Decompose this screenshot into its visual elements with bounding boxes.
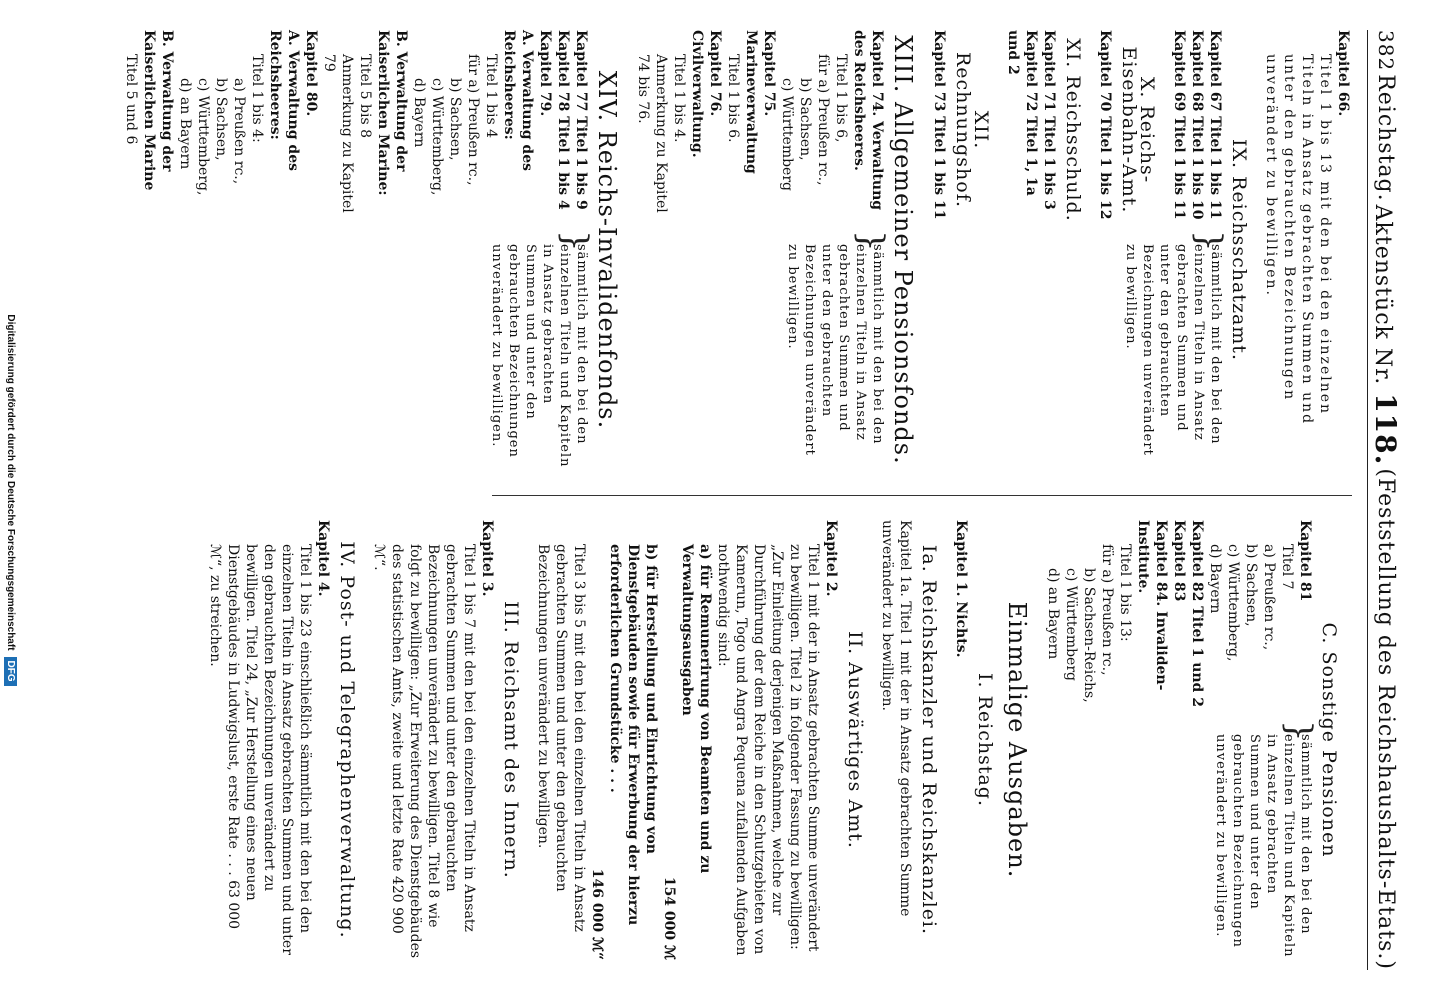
brace-group-3 [122,30,595,470]
page-number: 382 [1374,30,1398,72]
brace-group-1-items [930,30,1224,230]
header-middle-prefix: Aktenstück Nr. [1370,204,1396,386]
list-item: Titel 1 bis 4. [671,54,687,143]
header-right: (Feststellung des Reichshaushalts-Etats.) [1373,468,1399,970]
kapitel-81: Kapitel 81 [1297,520,1313,602]
list-item: Kapitel 69 Titel 1 bis 11 [1171,30,1187,220]
kapitel-4: Kapitel 4. [315,520,331,597]
list-item: Anmerkung zu Kapitel 79 [321,54,355,213]
kapitel-80: Kapitel 80. [303,30,319,117]
brace-group-1 [930,30,1229,470]
brace-text-4: sämmtlich mit den bei den einzelnen Titeln und Kapiteln in Ansatz gebrachten Summen und unter den gebrauchten Bezeichnungen unverändert zu bewilligen. [1213,734,1313,958]
list-item: Titel 7 [1279,544,1295,590]
left-column [120,30,1352,470]
list-item: b) Sachsen, [1243,544,1259,627]
list-item: A. Verwaltung des Reichsheeres: [501,30,535,171]
list-item: B. Verwaltung der Kaiserlichen Marine [141,30,175,191]
brace-group-3-items [122,30,590,230]
kapitel-84: Kapitel 84. Invaliden-Institute. [1135,520,1169,691]
brace-group-4-items [1044,520,1314,720]
list-item: a) Preußen rc., [1261,544,1277,651]
kapitel-74: Kapitel 74. Verwaltung des Reichsheeres. [851,30,885,211]
kapitel-66-title: Kapitel 66. [1335,30,1351,117]
list-item: b) Sachsen, [797,78,813,161]
kapitel-2-item-a-amount: 154 000 ℳ [661,876,677,960]
brace-group-4 [1044,520,1319,960]
brace-symbol: } [851,230,891,252]
column-divider [492,495,1352,496]
header-middle-number: 118. [1369,393,1403,466]
list-item: Titel 1 bis 4: [249,54,265,143]
dfg-logo: DFG [5,657,18,686]
brace-text-3: sämmtlich mit den bei den einzelnen Titeln und Kapiteln in Ansatz gebrachten Summen und unter den gebrauchten Bezeichnungen unverändert zu bewilligen. [489,244,589,468]
digitization-credit [0,0,22,1000]
kapitel-2-rest: Titel 3 bis 5 mit den bei den einzelnen Titeln in Ansatz gebrachten Summen und unter den gebrauchten Bezeichnungen unverändert zu bewilligen. [535,544,587,932]
list-item: b) Sachsen, [447,78,463,161]
section-c-heading: C. Sonstige Pensionen [1318,622,1340,858]
list-item: b) Sachsen, [213,78,229,161]
kapitel-83: Kapitel 83 [1171,520,1187,602]
list-item: Titel 1 bis 4 [483,54,499,138]
section-i-heading: I. Reichstag. [974,672,996,807]
einmalige-ausgaben-heading: Einmalige Ausgaben. [1003,601,1031,879]
brace-text-2: sämmtlich mit den bei den einzelnen Titeln in Ansatz gebrachten Summen und unter den gebrauchten Bezeichnungen unverändert zu bewilligen. [785,244,885,456]
list-item: Kapitel 73 Titel 1 bis 11 [931,30,947,220]
list-item: d) Bayern [1207,544,1223,614]
section-ii-heading: II. Auswärtiges Amt. [844,631,866,849]
brace-text-1: sämmtlich mit den bei den einzelnen Titeln in Ansatz gebrachten Summen und unter den gebrauchten Bezeichnungen unverändert zu bewilligen. [1123,244,1223,456]
section-xii-heading: XII. Rechnungshof. [952,51,992,209]
list-item: c) Württemberg, [195,78,211,196]
list-item: Kapitel 67 Titel 1 bis 11 [1207,30,1223,220]
list-item: Titel 5 und 6 [123,54,139,145]
list-item: d) an Bayern [177,78,193,170]
kapitel-82: Kapitel 82 Titel 1 und 2 [1189,520,1205,707]
list-item: Kapitel 71 Titel 1 bis 3 [1041,30,1057,210]
brace-symbol: } [1189,230,1229,252]
section-x-heading: X. Reichs-Eisenbahn-Amt. [1118,46,1158,214]
kapitel-3: Kapitel 3. [479,520,495,597]
kapitel-4-text: Titel 1 bis 23 einschließlich sämmtlich mit den bei den einzelnen Titeln in Ansatz gebrachten Summen und unter den gebrauchten Bezeichnungen unverändert zu bewilligen. Titel 24, „Zur Herstellung eines neuen Dienstgebäudes in Ludwigslust, erste Rate . . . 63 000 ℳ“, zu streichen. [207,544,313,955]
list-item: c) Württemberg, [429,78,445,196]
kapitel-1a: Kapitel 1a. Titel 1 mit der in Ansatz gebrachten Summe unverändert zu bewilligen. [879,520,913,917]
kapitel-1: Kapitel 1. Nichts. [953,520,969,658]
list-item: c) Württemberg [1063,568,1079,681]
list-item: für a) Preußen rc., [1099,544,1115,676]
kapitel-79: Kapitel 79. [537,30,553,117]
brace-symbol: } [1279,720,1319,742]
list-item: Anmerkung zu Kapitel 74 bis 76. [635,54,669,213]
brace-symbol: } [555,230,595,252]
kapitel-2-item-b-amount: 146 000 ℳ“ [589,868,605,960]
kapitel-3-text: Titel 1 bis 7 mit den bei den einzelnen Titeln in Ansatz gebrachten Summen und unter den gebrauchten Bezeichnungen unverändert zu bewilligen. Titel 8 wie folgt zu bewilligen: „Zur Erweiterung des Dienstgebäudes des statistischen Amts, zweite und letzte Rate 420 900 ℳ“. [371,544,477,959]
section-iii-heading: III. Reichsamt des Innern. [500,601,522,879]
section-xi-heading: XI. Reichsschuld. [1062,38,1084,222]
section-xiii-heading: XIII. Allgemeiner Pensionsfonds. [889,35,917,465]
header-left: Reichstag. [1373,74,1399,202]
kapitel-2-item-b: b) für Herstellung und Einrichtung von Dienstgebäuden sowie für Erwerbung der hierzu erforderlichen Grundstücke . . . [607,544,659,926]
list-item: B. Verwaltung der Kaiserlichen Marine: [375,30,409,196]
kapitel-66-text: Titel 1 bis 13 mit den bei den einzelnen Titeln in Ansatz gebrachten Summen und unter den gebrauchten Bezeichnungen unverändert zu bewilligen. [1263,54,1333,426]
list-item: c) Württemberg [779,78,795,191]
kapitel-2-text: Titel 1 mit der in Ansatz gebrachten Summe unverändert zu bewilligen. Titel 2 in folgender Fassung zu bewilligen: „Zur Einleitung derjenigen Maßnahmen, welche zur Durchführung der dem Reiche in den Schutzgebieten von Kamerun, Togo und Angra Pequena zufallenden Aufgaben nothwendig sind: [715,544,821,956]
kapitel-2-item-a: a) für Remunerirung von Beamten und zu Verwaltungsausgaben [679,544,713,874]
list-item: Titel 1 bis 6. [725,54,741,143]
list-item: für a) Preußen rc., [465,54,481,186]
section-ix-heading: IX. Reichsschatzamt. [1228,139,1250,361]
list-item: A. Verwaltung des Reichsheeres: [267,30,301,171]
kapitel-78: Kapitel 78 Titel 1 bis 4 [555,30,571,210]
list-item: d) Bayern [411,78,427,148]
list-item: Kapitel 72 Titel 1, 1a und 2 [1005,30,1039,196]
list-item: c) Württemberg, [1225,544,1241,662]
kapitel-76: Kapitel 76. Civilverwaltung. [689,30,723,158]
list-item: Titel 1 bis 6, [833,54,849,143]
list-item: Titel 1 bis 13: [1117,544,1133,642]
list-item: b) Sachsen-Reichs, [1081,568,1097,703]
kapitel-75: Kapitel 75. Marineverwaltung [743,30,777,174]
credit-text: Digitalisierung gefördert durch die Deutsche Forschungsgemeinschaft [5,314,17,651]
brace-group-2-items [634,30,886,230]
list-item: d) an Bayern [1045,568,1061,660]
page-header [1367,30,1404,970]
brace-group-2 [634,30,891,470]
list-item: für a) Preußen rc., [815,54,831,186]
section-ia-heading: Ia. Reichskanzler und Reichskanzlei. [918,544,940,936]
list-item: Titel 5 bis 8 [357,54,373,138]
list-item: a) Preußen rc., [231,78,247,185]
list-item: Kapitel 68 Titel 1 bis 10 [1189,30,1205,220]
header-middle [1370,205,1403,466]
kapitel-2: Kapitel 2. [823,520,839,597]
kapitel-77: Kapitel 77 Titel 1 bis 9 [573,30,589,210]
section-iv-heading: IV. Post- und Telegraphenverwaltung. [336,541,358,939]
section-xiv-heading: XIV. Reichs-Invalidenfonds. [593,70,621,430]
right-column [206,520,1352,960]
list-item: Kapitel 70 Titel 1 bis 12 [1097,30,1113,220]
